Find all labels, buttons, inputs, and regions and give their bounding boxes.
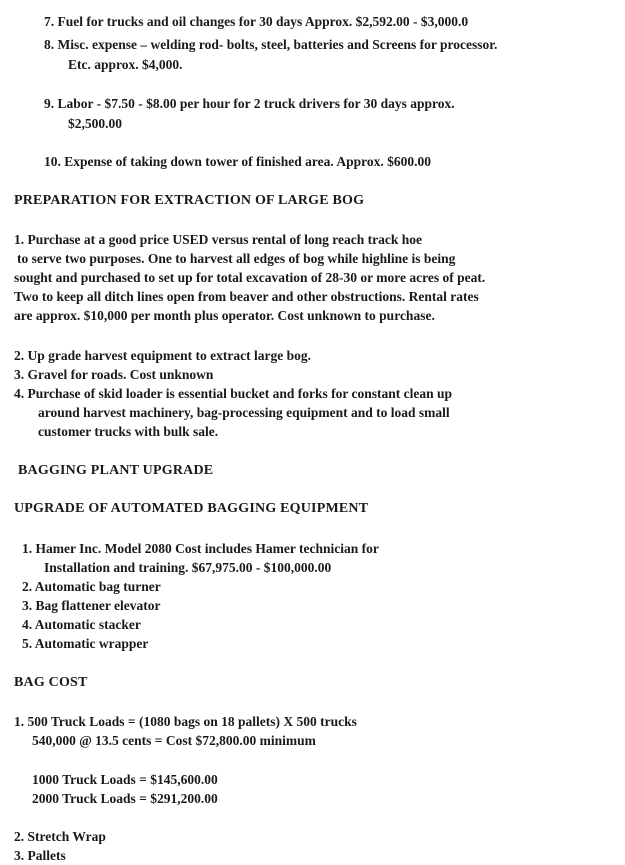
item-7-fuel: 7. Fuel for trucks and oil changes for 30 days Approx. $2,592.00 - $3,000.0 — [44, 14, 469, 29]
item-10-tower: 10. Expense of taking down tower of finished area. Approx. $600.00 — [44, 154, 432, 169]
item-9-labor: 9. Labor - $7.50 - $8.00 per hour for 2 truck drivers for 30 days approx. — [44, 96, 455, 111]
prep-item-2: 2. Up grade harvest equipment to extract large bog. — [14, 348, 311, 363]
item-9-continuation: $2,500.00 — [68, 116, 122, 131]
item-8-continuation: Etc. approx. $4,000. — [68, 57, 183, 72]
prep-item-4-line-2: around harvest machinery, bag-processing equipment and to load small — [38, 405, 450, 420]
auto-item-4: 4. Automatic stacker — [22, 617, 141, 632]
bag-cost-1000-loads: 1000 Truck Loads = $145,600.00 — [32, 772, 218, 787]
auto-item-1-line-1: 1. Hamer Inc. Model 2080 Cost includes Hamer technician for — [22, 541, 379, 556]
bag-cost-2000-loads: 2000 Truck Loads = $291,200.00 — [32, 791, 218, 806]
prep-item-1-line-5: are approx. $10,000 per month plus operator. Cost unknown to purchase. — [14, 308, 435, 323]
auto-item-3: 3. Bag flattener elevator — [22, 598, 161, 613]
auto-item-2: 2. Automatic bag turner — [22, 579, 161, 594]
heading-automated-bagging: UPGRADE OF AUTOMATED BAGGING EQUIPMENT — [14, 501, 369, 516]
auto-item-5: 5. Automatic wrapper — [22, 636, 149, 651]
heading-bag-cost: BAG COST — [14, 675, 88, 690]
prep-item-1-line-3: sought and purchased to set up for total excavation of 28-30 or more acres of peat. — [14, 270, 486, 285]
prep-item-4-line-1: 4. Purchase of skid loader is essential bucket and forks for constant clean up — [14, 386, 453, 401]
bag-cost-stretch-wrap: 2. Stretch Wrap — [14, 829, 106, 844]
prep-item-1-line-4: Two to keep all ditch lines open from beaver and other obstructions. Rental rates — [14, 289, 479, 304]
bag-cost-500-loads: 1. 500 Truck Loads = (1080 bags on 18 pallets) X 500 trucks — [14, 714, 357, 729]
prep-item-4-line-3: customer trucks with bulk sale. — [38, 424, 219, 439]
prep-item-1-line-2: to serve two purposes. One to harvest all edges of bog while highline is being — [17, 251, 456, 266]
prep-item-1-line-1: 1. Purchase at a good price USED versus rental of long reach track hoe — [14, 232, 422, 247]
bag-cost-pallets: 3. Pallets — [14, 848, 66, 863]
heading-bagging-plant: BAGGING PLANT UPGRADE — [18, 463, 214, 478]
auto-item-1-line-2: Installation and training. $67,975.00 - $100,000.00 — [44, 560, 332, 575]
heading-preparation: PREPARATION FOR EXTRACTION OF LARGE BOG — [14, 193, 365, 208]
item-8-misc-expense: 8. Misc. expense – welding rod- bolts, steel, batteries and Screens for processor. — [44, 37, 498, 52]
prep-item-3: 3. Gravel for roads. Cost unknown — [14, 367, 214, 382]
bag-cost-500-total: 540,000 @ 13.5 cents = Cost $72,800.00 minimum — [32, 733, 316, 748]
